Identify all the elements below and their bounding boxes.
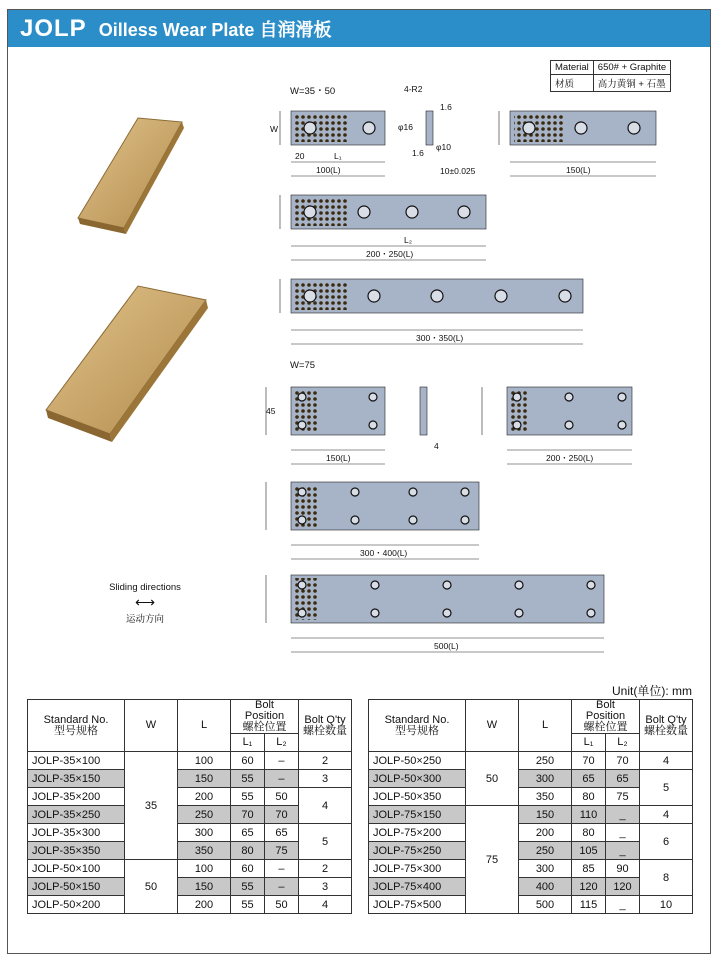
l2-cell: _ [606,824,640,842]
l-cell: 100 [178,860,231,878]
dim-len-500: 500(L) [434,641,459,651]
sliding-label: Sliding directions [109,582,181,593]
dim-len-150b: 150(L) [326,453,351,463]
hdr-l: L [178,700,231,752]
l-cell: 250 [519,842,572,860]
material-value-cn: 高力黄铜 + 石墨 [593,75,670,92]
plate-photo-small [78,118,184,234]
std-cell: JOLP-50×100 [28,860,125,878]
hdr-bolt-cn: 螺栓位置 [242,721,287,733]
l2-cell: 70 [606,752,640,770]
table-row [369,806,693,824]
table-row [369,770,693,788]
l1-cell: 110 [572,806,606,824]
l2-cell: 50 [264,788,298,806]
dim-45: 45 [266,406,276,416]
spec-table-right [368,699,693,914]
dim-len-300-400: 300・400(L) [360,548,408,558]
l-cell: 300 [519,860,572,878]
l2-cell: 75 [606,788,640,806]
material-label: Material [551,61,594,75]
qty-cell: 10 [640,896,693,914]
spec-table-left [27,699,352,914]
hdr-l1: L₁ [572,734,606,752]
std-cell: JOLP-75×500 [369,896,466,914]
hdr-std-cn: 型号规格 [395,724,439,737]
material-label-cn: 材质 [551,75,594,92]
l1-cell: 85 [572,860,606,878]
hdr-bolt: Bolt Position [585,699,626,722]
qty-cell: 4 [299,788,352,824]
dim-l1: L₁ [334,151,342,161]
dim-len-300-350: 300・350(L) [416,333,464,343]
qty-cell: 4 [640,806,693,824]
std-cell: JOLP-50×250 [369,752,466,770]
dim-four: 4 [434,441,439,451]
table-row [28,896,352,914]
page-title: Oilless Wear Plate 自润滑板 [98,19,332,40]
l2-cell: 90 [606,860,640,878]
l2-cell: 75 [264,842,298,860]
l1-cell: 120 [572,878,606,896]
l1-cell: 70 [572,752,606,770]
std-cell: JOLP-35×200 [28,788,125,806]
hdr-std: Standard No. [384,713,450,726]
l1-cell: 60 [231,752,265,770]
std-cell: JOLP-50×350 [369,788,466,806]
l-cell: 150 [519,806,572,824]
l1-cell: 80 [572,824,606,842]
l1-cell: 55 [231,788,265,806]
l2-cell: 65 [606,770,640,788]
hdr-l: L [519,700,572,752]
std-cell: JOLP-75×200 [369,824,466,842]
dim-phi10: φ10 [436,142,451,152]
l2-cell: – [264,770,298,788]
w-cell: 50 [466,752,519,806]
l2-cell: _ [606,842,640,860]
hdr-w: W [466,700,519,752]
dim-ten: 10±0.025 [440,166,476,176]
l-cell: 400 [519,878,572,896]
hdr-std: Standard No. [43,713,109,726]
hdr-l1: L₁ [231,734,265,752]
sliding-label-cn: 运动方向 [125,614,164,625]
l1-cell: 65 [231,824,265,842]
l-cell: 200 [519,824,572,842]
dim-len-100: 100(L) [316,165,341,175]
l1-cell: 105 [572,842,606,860]
l2-cell: 65 [264,824,298,842]
l1-cell: 55 [231,896,265,914]
l1-cell: 55 [231,878,265,896]
std-cell: JOLP-75×300 [369,860,466,878]
l1-cell: 70 [231,806,265,824]
sliding-directions [108,582,182,625]
dim-w: W [270,124,279,134]
dim-phi16: φ16 [398,122,413,132]
table-row [369,824,693,842]
l-cell: 300 [519,770,572,788]
hdr-qty: Bolt Q'ty [645,713,687,726]
l2-cell: – [264,860,298,878]
w-label-75: W=75 [290,360,316,371]
dim-t16: 1.6 [412,148,424,158]
table-row [28,878,352,896]
dim-20: 20 [295,151,305,161]
table-row [369,896,693,914]
l2-cell: – [264,878,298,896]
qty-cell: 5 [299,824,352,860]
l2-cell: _ [606,806,640,824]
hdr-qty-cn: 螺栓数量 [644,724,688,737]
dim-len-200-250b: 200・250(L) [546,453,594,463]
plate-photo-large [46,286,208,442]
material-value: 650# + Graphite [593,61,670,75]
l1-cell: 80 [572,788,606,806]
qty-cell: 4 [640,752,693,770]
hdr-bolt: Bolt Position [244,699,285,722]
qty-cell: 2 [299,752,352,770]
hdr-bolt-cn: 螺栓位置 [583,721,628,733]
brand-logo: JOLP [20,14,87,42]
qty-cell: 6 [640,824,693,860]
dim-len-150: 150(L) [566,165,591,175]
std-cell: JOLP-75×250 [369,842,466,860]
table-row [28,752,352,770]
hdr-l2: L₂ [606,734,640,752]
l-cell: 500 [519,896,572,914]
l-cell: 350 [519,788,572,806]
std-cell: JOLP-35×250 [28,806,125,824]
l2-cell: 50 [264,896,298,914]
l-cell: 250 [178,806,231,824]
qty-cell: 3 [299,878,352,896]
std-cell: JOLP-50×300 [369,770,466,788]
w-cell: 50 [125,860,178,914]
l2-cell: 70 [264,806,298,824]
l-cell: 350 [178,842,231,860]
l-cell: 150 [178,770,231,788]
plate1-dots [295,114,349,142]
std-cell: JOLP-50×200 [28,896,125,914]
table-row [28,860,352,878]
hdr-std-cn: 型号规格 [54,724,98,737]
w-cell: 35 [125,752,178,860]
table-row [28,824,352,842]
qty-cell: 5 [640,770,693,806]
std-cell: JOLP-35×100 [28,752,125,770]
l-cell: 300 [178,824,231,842]
l1-cell: 80 [231,842,265,860]
hdr-l2: L₂ [264,734,298,752]
hdr-w: W [125,700,178,752]
hdr-qty-cn: 螺栓数量 [303,724,347,737]
l1-cell: 60 [231,860,265,878]
dim-t16b: 1.6 [440,102,452,112]
qty-cell: 2 [299,860,352,878]
w-cell: 75 [466,806,519,914]
dim-len-200-250: 200・250(L) [366,249,414,259]
table-row [369,752,693,770]
table-row [369,860,693,878]
l-cell: 250 [519,752,572,770]
double-arrow-icon: ⟷ [134,594,156,610]
dim-l2: L₂ [404,235,413,245]
hdr-qty: Bolt Q'ty [304,713,346,726]
l1-cell: 65 [572,770,606,788]
l2-cell: – [264,752,298,770]
unit-label: Unit(单位): mm [612,684,692,698]
qty-cell: 3 [299,770,352,788]
w-label-35-50: W=35・50 [290,86,336,97]
l1-cell: 55 [231,770,265,788]
l-cell: 200 [178,788,231,806]
std-cell: JOLP-50×150 [28,878,125,896]
std-cell: JOLP-35×350 [28,842,125,860]
qty-cell: 4 [299,896,352,914]
l-cell: 200 [178,896,231,914]
std-cell: JOLP-35×300 [28,824,125,842]
l2-cell: 120 [606,878,640,896]
std-cell: JOLP-75×150 [369,806,466,824]
l-cell: 150 [178,878,231,896]
table-row [28,770,352,788]
table-row [28,788,352,806]
std-cell: JOLP-75×400 [369,878,466,896]
l1-cell: 115 [572,896,606,914]
l-cell: 100 [178,752,231,770]
dim-r2: 4-R2 [404,84,423,94]
l2-cell: _ [606,896,640,914]
qty-cell: 8 [640,860,693,896]
std-cell: JOLP-35×150 [28,770,125,788]
